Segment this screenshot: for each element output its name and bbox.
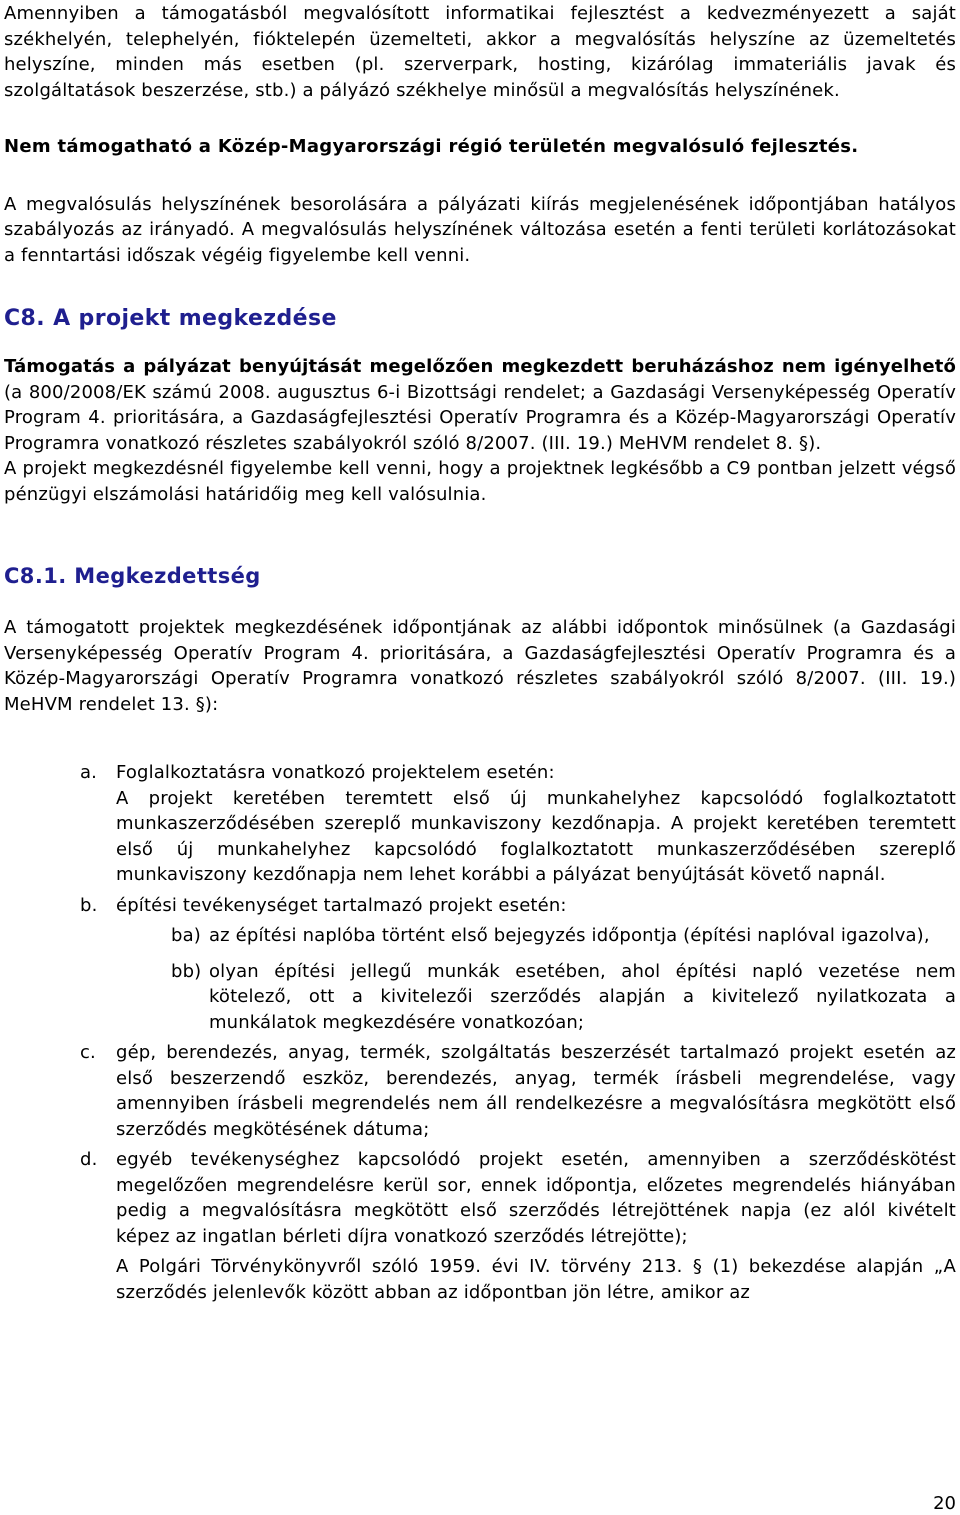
paragraph-c81: A támogatott projektek megkezdésének időpontjának az alábbi időpontok minősülnek (a Gazdasági Versenyképesség Operatív Program 4. prioritására, a Gazdaságfejlesztési Operatív Programra és a Közép-Magyarországi Operatív Programra vonatkozó részletes szabályokról szóló 8/2007. (III. 19.) MeHVM rendelet 13. §): — [4, 617, 956, 715]
list-item-detail: A projekt keretében teremtett első új munkahelyhez kapcsolódó foglalkoztatott munkaszerződésében szereplő munkaviszony kezdőnapja. A projekt keretében teremtett első új munkahelyhez kapcsolódó foglalkoztatott munkaszerződésében szereplő munkaviszony kezdőnapja nem lehet korábbi a pályázat benyújtását követő napnál. — [116, 787, 956, 885]
list-item-text: építési tevékenységet tartalmazó projekt esetén: — [116, 894, 567, 916]
paragraph-c8-deadline: A projekt megkezdésnél figyelembe kell venni, hogy a projektnek legkésőbb a C9 pontban jelzett végső pénzügyi elszámolási határidőig meg kell valósulnia. — [4, 458, 956, 505]
sub-item-text: az építési naplóba történt első bejegyzés időpontja (építési naplóval igazolva), — [209, 925, 930, 946]
list-marker: d. — [80, 1149, 98, 1170]
list-item-a — [4, 760, 956, 888]
section-heading-c81: C8.1. Megkezdettség — [4, 564, 261, 588]
list-item-text: Foglalkoztatásra vonatkozó projektelem esetén: — [116, 762, 555, 783]
c8-rest-text: (a 800/2008/EK számú 2008. augusztus 6-i Bizottsági rendelet; a Gazdasági Versenyképesség Operatív Program 4. prioritására, a Gazdaságfejlesztési Operatív Programra és a Közép-Magyarországi Operatív Programra vonatkozó részletes szabályokról szóló 8/2007. (III. 19.) MeHVM rendelet 8. §). — [4, 381, 956, 454]
sub-item-text: olyan építési jellegű munkák esetében, ahol építési napló vezetése nem kötelező, ott a kivitelezői szerződés alapján a kivitelező nyilatkozata a munkálatok megkezdésére vonatkozóan; — [209, 960, 956, 1033]
list-item-d — [4, 1147, 956, 1249]
c8-bold-text: Támogatás a pályázat benyújtását megelőzően megkezdett beruházáshoz nem igényelhető — [4, 356, 956, 377]
section-heading-c8: C8. A projekt megkezdése — [4, 306, 337, 331]
list-marker: b. — [80, 894, 98, 916]
list-item-text: gép, berendezés, anyag, termék, szolgáltatás beszerzését tartalmazó projekt esetén az első beszerzendő eszköz, berendezés, anyag, termék írásbeli megrendelése, vagy amennyiben írásbeli megrendelés nem áll rendelkezésre a megvalósításra megkötött első szerződés megkötésének dátuma; — [116, 1042, 956, 1140]
sub-marker: ba) — [171, 925, 201, 946]
sub-marker: bb) — [171, 960, 202, 982]
paragraph-c8-support — [4, 354, 956, 456]
bold-notice: Nem támogatható a Közép-Magyarországi régió területén megvalósuló fejlesztés. — [4, 136, 859, 157]
sub-item-ba — [4, 923, 956, 949]
list-item-b — [4, 893, 956, 919]
sub-item-bb — [4, 959, 956, 1036]
list-item-c — [4, 1040, 956, 1142]
page-number: 20 — [933, 1493, 956, 1514]
paragraph-location: Amennyiben a támogatásból megvalósított informatikai fejlesztést a kedvezményezett a saját székhelyén, telephelyén, fióktelepén üzemelteti, akkor a megvalósítás helyszíne az üzemeltetés helyszíne, minden más esetben (pl. szerverpark, hosting, kizárólag immateriális javak és szolgáltatások beszerzése, stb.) a pályázó székhelye minősül a megvalósítás helyszínének. — [4, 3, 956, 101]
list-item-text: egyéb tevékenységhez kapcsolódó projekt esetén, amennyiben a szerződéskötést megelőzően megrendelésre kerül sor, ennek időpontja, előzetes megrendelés hiányában pedig a megvalósításra megkötött első szerződés létrejöttének napja (ez alól kivételt képez az ingatlan bérleti díjra vonatkozó szerződés létrejötte); — [116, 1149, 956, 1247]
list-marker: a. — [80, 762, 98, 783]
start-criteria-list — [4, 760, 956, 1305]
list-item-d-continuation: A Polgári Törvénykönyvről szóló 1959. évi IV. törvény 213. § (1) bekezdése alapján „A szerződés jelenlevők között abban az időpontban jön létre, amikor az — [116, 1256, 956, 1303]
document-page — [4, 0, 956, 1305]
list-marker: c. — [80, 1042, 96, 1063]
paragraph-classification: A megvalósulás helyszínének besorolására a pályázati kiírás megjelenésének időpontjában hatályos szabályozás az irányadó. A megvalósulás helyszínének változása esetén a fenti területi korlátozásokat a fenntartási időszak végéig figyelembe kell venni. — [4, 193, 956, 266]
